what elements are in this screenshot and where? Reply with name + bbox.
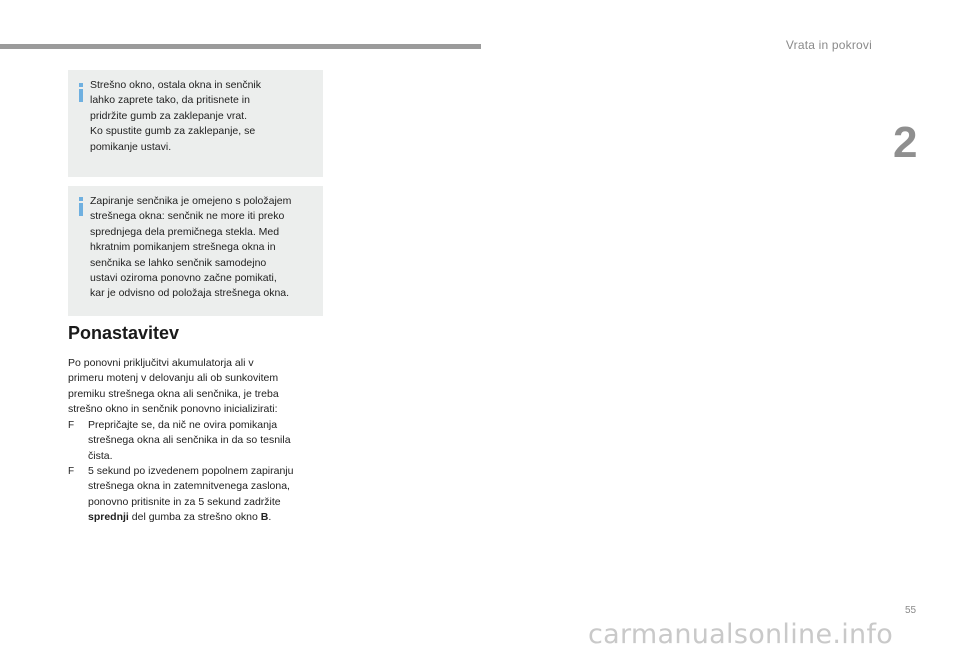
bullet-text-middle: del gumba za strešno okno (128, 511, 261, 524)
info-icon (78, 83, 84, 103)
section-title: Ponastavitev (68, 323, 180, 343)
chapter-number: 2 (893, 118, 918, 167)
bullet-bold-word: sprednji (88, 511, 129, 524)
info-note-box (68, 186, 323, 316)
info-note-text: Strešno okno, ostala okna in senčnik lahko zaprete tako, da pritisnete in pridržite gumb za zaklepanje vrat. Ko spustite gumb za zaklepanje, se pomikanje ustavi. (90, 79, 262, 153)
page-number: 55 (905, 605, 917, 616)
bullet-marker: F (68, 466, 75, 477)
info-note-text: Zapiranje senčnika je omejeno s položajem strešnega okna: senčnik ne more iti preko sprednjega dela premičnega stekla. Med hkratnim pomikanjem strešnega okna in senčnika se lahko senčnik samodejno ustavi oziroma ponovno začne pomikati, kar je odvisno od položaja strešnega okna. (90, 195, 292, 300)
info-icon (78, 197, 84, 217)
bullet-text-end: . (268, 511, 272, 524)
watermark: carmanualsonline.info (588, 619, 894, 649)
bullet-bold-letter: B (260, 511, 269, 524)
bullet-text (88, 464, 330, 526)
body-paragraph: Po ponovni priključitvi akumulatorja ali v primeru motenj v delovanju ali ob sunkovitem premiku strešnega okna ali senčnika, je treba strešno okno in senčnik ponovno inicializirati: (68, 357, 279, 416)
bullet-text: Prepričajte se, da nič ne ovira pomikanja strešnega okna ali senčnika in da so tesnila čista. (88, 419, 291, 462)
info-note-box (68, 70, 323, 177)
bullet-text-before: 5 sekund po izvedenem popolnem zapiranju strešnega okna in zatemnitvenega zaslona, ponovno pritisnite in za 5 sekund zadržite (88, 465, 294, 508)
running-header: Vrata in pokrovi (785, 38, 872, 52)
bullet-marker: F (68, 420, 75, 431)
header-rule (0, 44, 481, 49)
